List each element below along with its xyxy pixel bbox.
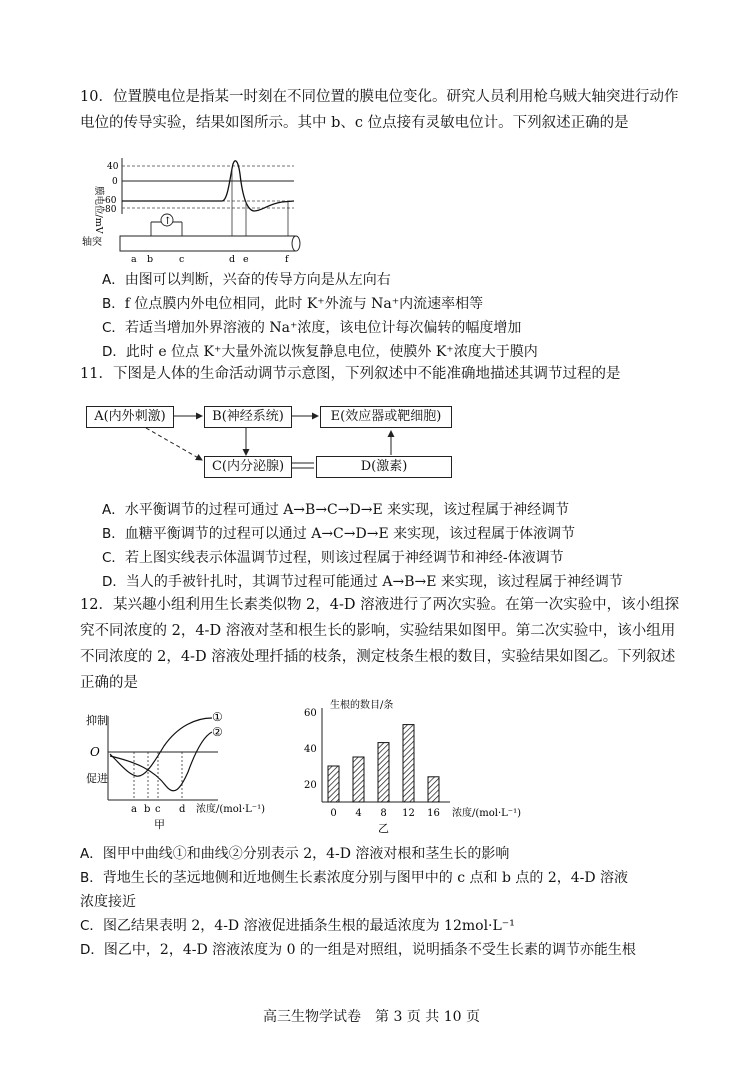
q10-point-a: a <box>131 254 137 264</box>
q11-diagram <box>86 402 456 486</box>
q12-jia-y-top-label: 抑制 <box>86 714 108 727</box>
q10-option-b[interactable]: B．f 位点膜内外电位相同，此时 K⁺外流与 Na⁺内流速率相等 <box>102 296 484 312</box>
q12-jia-curve-2 <box>110 732 212 791</box>
q10-figure <box>82 156 304 264</box>
q12-fig-jia <box>86 706 296 832</box>
q12-jia-x-label: 浓度/(mol·L⁻¹) <box>196 804 265 815</box>
yi-xtick-16: 16 <box>427 808 440 819</box>
q10-point-b: b <box>147 254 154 264</box>
q12-jia-caption: 甲 <box>154 818 165 831</box>
q11-option-a[interactable]: A．水平衡调节的过程可通过 A→B→C→D→E 来实现，该过程属于神经调节 <box>102 502 570 518</box>
q12-jia-curve-1-label: ① <box>212 710 223 724</box>
yi-ytick-20: 20 <box>304 780 317 791</box>
q11-options <box>102 498 623 594</box>
q10-point-c: c <box>179 254 185 264</box>
q10-point-d: d <box>229 254 236 264</box>
q12-jia-curve-2-label: ② <box>212 725 223 739</box>
q12-option-a[interactable]: A．图甲中曲线①和曲线②分别表示 2，4-D 溶液对根和茎生长的影响 <box>80 846 510 862</box>
q10-axon-label: 轴突 <box>82 237 102 248</box>
q12-options <box>80 842 636 962</box>
q11-box-e: E(效应器或靶细胞) <box>320 406 452 428</box>
yi-bar-8 <box>378 743 389 802</box>
q10-option-c[interactable]: C．若适当增加外界溶液的 Na⁺浓度，该电位计每次偏转的幅度增加 <box>102 320 522 336</box>
q12-stem: 12．某兴趣小组利用生长素类似物 2，4-D 溶液进行了两次实验。在第一次实验中，该小组探究不同浓度的 2，4-D 溶液对茎和根生长的影响，实验结果如图甲。第二次实验中，该小组用不同浓度的 2，4-D 溶液处理扦插的枝条，测定枝条生根的数目，实验结果如图乙。下列叙述正确的是 <box>80 597 680 691</box>
yi-ytick-40: 40 <box>304 744 317 755</box>
yi-xtick-8: 8 <box>380 808 387 819</box>
q12-jia-y-bottom-label: 促进 <box>86 772 108 785</box>
q10-point-f: f <box>285 254 289 264</box>
yi-ytick-60: 60 <box>304 708 317 719</box>
q12-option-c[interactable]: C．图乙结果表明 2，4-D 溶液促进插条生根的最适浓度为 12mol·L⁻¹ <box>80 918 515 934</box>
q10-option-a[interactable]: A．由图可以判断，兴奋的传导方向是从左向右 <box>102 272 391 288</box>
yi-caption: 乙 <box>378 822 389 834</box>
yi-title: 生根的数目/条 <box>330 700 394 711</box>
yi-bar-4 <box>353 757 364 802</box>
q11-box-d: D(激素) <box>316 456 452 478</box>
yi-xlabel: 浓度/(mol·L⁻¹) <box>452 808 521 819</box>
yi-bar-12 <box>403 725 414 802</box>
q10-tick-m60: -60 <box>102 196 117 206</box>
q11-box-a: A(内外刺激) <box>86 406 174 428</box>
q12-option-d[interactable]: D．图乙中，2，4-D 溶液浓度为 0 的一组是对照组，说明插条不受生长素的调节亦能生根 <box>80 942 636 958</box>
q10-tick-40: 40 <box>107 162 119 172</box>
q10-options <box>102 268 538 364</box>
q11-option-b[interactable]: B．血糖平衡调节的过程可以通过 A→C→D→E 来实现，该过程属于体液调节 <box>102 526 576 542</box>
q12-yi-bars <box>328 725 439 802</box>
yi-bar-16 <box>428 777 439 802</box>
page-footer: 高三生物学试卷 第 3 页 共 10 页 <box>263 1009 480 1025</box>
q10-meter-symbol: ↑ <box>163 216 172 227</box>
q12-jia-curve-1 <box>110 718 212 776</box>
q12-jia-point-a: a <box>131 804 137 815</box>
q12-jia-origin-label: O <box>90 745 100 759</box>
q11-option-d[interactable]: D．当人的手被针扎时，其调节过程可能通过 A→B→E 来实现，该过程属于神经调节 <box>102 574 623 590</box>
q11-stem: 11．下图是人体的生命活动调节示意图，下列叙述中不能准确地描述其调节过程的是 <box>80 366 621 382</box>
q10-stem: 10．位置膜电位是指某一时刻在不同位置的膜电位变化。研究人员利用枪乌贼大轴突进行动作电位的传导实验，结果如图所示。其中 b、c 位点接有灵敏电位计。下列叙述正确的是 <box>80 89 679 131</box>
yi-bar-0 <box>328 766 339 802</box>
q12-jia-point-d: d <box>179 804 186 815</box>
yi-xtick-0: 0 <box>330 808 337 819</box>
q12-option-b[interactable]: B．背地生长的茎远地侧和近地侧生长素浓度分别与图甲中的 c 点和 b 点的 2，4-D 溶液 <box>80 870 629 886</box>
q12-jia-point-c: c <box>155 804 161 815</box>
q12-fig-yi-chart <box>298 698 560 834</box>
q11-option-c[interactable]: C．若上图实线表示体温调节过程，则该过程属于神经调节和神经-体液调节 <box>102 550 564 566</box>
q12-jia-point-b: b <box>144 804 151 815</box>
yi-xtick-4: 4 <box>355 808 362 819</box>
q10-y-axis-label: 膜电位/mV <box>93 186 104 234</box>
q12-option-b-cont: 浓度接近 <box>80 894 136 910</box>
yi-xtick-12: 12 <box>402 808 415 819</box>
q10-tick-m80: -80 <box>102 205 117 215</box>
q10-tick-0: 0 <box>112 177 118 187</box>
q10-option-d[interactable]: D．此时 e 位点 K⁺大量外流以恢复静息电位，使膜外 K⁺浓度大于膜内 <box>102 344 538 360</box>
q11-box-b: B(神经系统) <box>204 406 292 428</box>
q11-box-c: C(内分泌腺) <box>204 456 292 478</box>
q10-point-e: e <box>243 254 249 264</box>
